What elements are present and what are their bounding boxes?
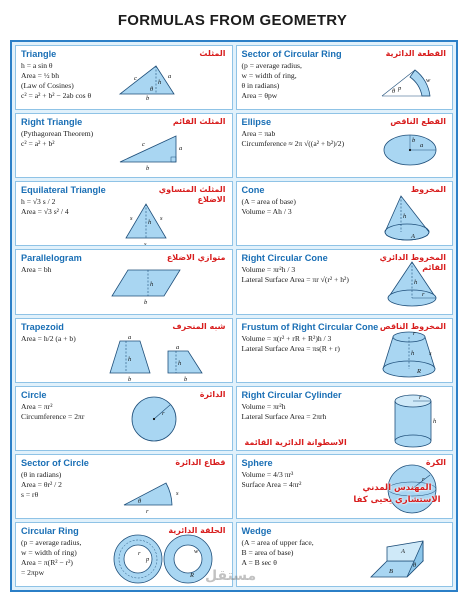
formula-title: Ellipse xyxy=(241,117,272,128)
figure-label: s xyxy=(428,349,432,357)
formula-arabic-title: الدائرة xyxy=(199,389,226,399)
formula-line: h = a sin θ xyxy=(21,61,53,70)
figure-label: h xyxy=(158,79,162,86)
formula-line: Volume = πr²h xyxy=(241,401,286,411)
formula-cell-equilateral-triangle xyxy=(15,181,233,246)
formula-cell-sector-of-circle xyxy=(15,454,233,519)
formula-line: Area = ½ bh xyxy=(21,71,60,80)
formula-figure xyxy=(116,473,206,513)
formula-cell-right-circular-cylinder xyxy=(236,386,454,451)
figure-label: b xyxy=(411,137,415,145)
formula-title: Right Circular Cone xyxy=(241,253,328,264)
formula-arabic-title: المثلث القائم xyxy=(172,117,226,127)
formula-figure xyxy=(116,132,206,172)
overlay-note-line-2: الاستشاري يحيى كفا xyxy=(353,495,441,505)
formula-title: Parallelogram xyxy=(21,253,82,264)
overlay-note xyxy=(343,482,451,506)
formula-title: Sector of Circular Ring xyxy=(241,49,342,59)
formula-figure xyxy=(116,60,206,100)
figure-label: a xyxy=(176,343,180,351)
formula-line: (Law of Cosines) xyxy=(21,81,74,90)
formula-cell-wedge xyxy=(236,522,454,587)
formula-arabic-title: المخروط الناقص xyxy=(379,321,446,331)
formula-title: Right Triangle xyxy=(21,117,83,128)
formula-line: s = rθ xyxy=(21,489,39,499)
figure-label: h xyxy=(413,279,417,287)
figure-label: b xyxy=(184,375,188,383)
formula-line: Area = √3 s² / 4 xyxy=(21,207,69,217)
formula-line: (θ in radians) xyxy=(21,469,62,479)
formula-line: θ in radians) xyxy=(241,81,280,90)
figure-label: h xyxy=(402,213,406,221)
formula-line: Circumference ≈ 2π √((a² + b²)/2) xyxy=(241,139,345,149)
formula-line: Volume = πr²h / 3 xyxy=(241,265,296,275)
formula-title: Triangle xyxy=(21,49,57,59)
figure-label: p xyxy=(397,85,401,92)
formula-line: Area = πab xyxy=(241,129,276,139)
formula-line: Volume = π(r² + rR + R²)h / 3 xyxy=(241,333,332,343)
formula-figure xyxy=(387,391,442,451)
page-title: FORMULAS FROM GEOMETRY xyxy=(117,12,348,29)
formula-line: Volume = 4/3 πr³ xyxy=(241,469,294,479)
figure-label: B xyxy=(388,567,393,575)
formula-line: (p = average radius, xyxy=(241,61,302,70)
formula-cell-circular-ring xyxy=(15,522,233,587)
figure-label: a xyxy=(179,145,183,153)
formula-lines xyxy=(21,402,227,422)
figure-label: h xyxy=(148,219,152,227)
formula-arabic-title: متوازي الاضلاع xyxy=(166,253,226,263)
formula-cell-right-triangle xyxy=(15,113,233,178)
figure-label: r xyxy=(421,291,425,299)
formula-figure xyxy=(116,196,206,247)
formula-arabic-title: المخروط الدائري القائم xyxy=(379,253,446,273)
formula-title: Sector of Circle xyxy=(21,457,89,468)
formula-figure xyxy=(382,258,442,310)
formula-line: Surface Area = 4πr² xyxy=(241,479,302,489)
figure-label: A xyxy=(400,547,405,555)
formula-line: (Pythagorean Theorem) xyxy=(21,129,94,139)
figure-label: R xyxy=(416,367,421,375)
formula-line: (p = average radius, xyxy=(21,537,82,547)
figure-label: s xyxy=(160,215,163,223)
figure-label: s xyxy=(144,241,147,247)
figure-label: a xyxy=(168,73,172,80)
watermark: مستقل xyxy=(205,568,257,584)
formula-arabic-title: قطاع الدائرة xyxy=(175,457,226,467)
formula-line: c² = a² + b² − 2ab cos θ xyxy=(21,91,92,100)
formula-line: Volume = Ah / 3 xyxy=(241,207,292,217)
figure-label: s xyxy=(176,489,179,497)
figure-label: r xyxy=(412,329,416,337)
formula-cell-frustum-of-right-circular-cone xyxy=(236,318,454,383)
figure-label: h xyxy=(432,417,436,425)
formula-line: w = width of ring, xyxy=(241,71,297,80)
formula-cell-triangle xyxy=(15,45,233,110)
formula-line: Area = θr² / 2 xyxy=(21,479,62,489)
formula-figure xyxy=(362,60,437,105)
formula-figure xyxy=(377,192,437,242)
formula-arabic-title: القطع الناقص xyxy=(390,117,446,127)
formula-title: Frustum of Right Circular Cone xyxy=(241,321,379,332)
formula-line: w = width of ring) xyxy=(21,547,77,557)
formula-line: Lateral Surface Area = πr √(r² + h²) xyxy=(241,275,349,285)
formula-line: h = √3 s / 2 xyxy=(21,197,56,207)
formula-arabic-title: الكرة xyxy=(425,457,446,467)
formula-title: Cone xyxy=(241,185,265,196)
cylinder-arabic-title: الاسطوانة الدائرية القائمة xyxy=(244,437,347,447)
formula-cell-ellipse xyxy=(236,113,454,178)
formula-figure xyxy=(382,128,442,173)
formula-figure xyxy=(126,393,186,449)
formula-figure xyxy=(367,537,447,587)
formula-line: Lateral Surface Area = πs(R + r) xyxy=(241,343,340,353)
figure-label: h xyxy=(410,349,414,357)
formula-figure xyxy=(106,331,216,383)
formula-line: Area = θpw xyxy=(241,91,278,100)
formula-figure xyxy=(108,531,218,587)
figure-label: θ xyxy=(150,86,154,93)
figure-label: b xyxy=(144,299,148,307)
figure-label: r xyxy=(138,549,141,557)
figure-label: r xyxy=(421,475,425,483)
formula-line: Area = h/2 (a + b) xyxy=(21,333,76,343)
formula-arabic-title: المخروط xyxy=(410,185,446,195)
formula-line: = 2πpw xyxy=(21,567,45,577)
formula-title: Trapezoid xyxy=(21,321,64,332)
formula-cell-circle xyxy=(15,386,233,451)
formula-arabic-title: المثلث المتساوي الاضلاع xyxy=(158,185,226,205)
figure-label: r xyxy=(146,507,149,515)
formula-cell-sector-of-circular-ring xyxy=(236,45,454,110)
formula-cell-cone xyxy=(236,181,454,246)
figure-label: w xyxy=(425,77,430,84)
formula-cell-trapezoid xyxy=(15,318,233,383)
formula-line: c² = a² + b² xyxy=(21,139,55,149)
formula-cell-parallelogram xyxy=(15,249,233,314)
figure-label: R xyxy=(190,571,194,579)
formula-title: Wedge xyxy=(241,525,272,536)
figure-label: θ xyxy=(138,497,142,505)
formula-title: Right Circular Cylinder xyxy=(241,389,342,400)
formula-title: Equilateral Triangle xyxy=(21,185,106,196)
figure-label: b xyxy=(146,95,150,102)
formula-title: Circle xyxy=(21,389,47,400)
figure-label: h xyxy=(150,281,154,289)
figure-label: r xyxy=(418,393,422,401)
figure-label: h xyxy=(128,355,132,363)
formula-arabic-title: الحلقة الدائرية xyxy=(168,525,226,535)
figure-label: p xyxy=(146,555,150,563)
formula-line: Area = bh xyxy=(21,265,52,275)
formula-title: Sphere xyxy=(241,457,273,468)
formula-line: A = B sec θ xyxy=(241,557,277,567)
figure-label: r xyxy=(162,409,165,417)
formula-line: B = area of base) xyxy=(241,547,294,557)
formula-line: Circumference = 2πr xyxy=(21,411,85,421)
figure-label: h xyxy=(178,359,182,367)
figure-label: c xyxy=(142,141,145,149)
formula-cell-right-circular-cone xyxy=(236,249,454,314)
formula-arabic-title: المثلث xyxy=(199,49,226,58)
figure-label: a xyxy=(128,333,132,341)
formula-line: Area = πr² xyxy=(21,401,53,411)
figure-label: θ xyxy=(391,88,395,95)
formula-figure xyxy=(377,325,442,381)
overlay-note-line-1: المهندس المدني xyxy=(362,483,432,493)
formula-figure xyxy=(108,264,208,307)
figure-label: w xyxy=(194,547,199,555)
formula-arabic-title: القطعة الدائرية xyxy=(385,49,446,58)
formula-sheet xyxy=(10,40,458,592)
figure-label: θ xyxy=(412,561,416,569)
formula-line: (A = area of upper face, xyxy=(241,537,314,547)
formula-title: Circular Ring xyxy=(21,525,79,536)
figure-label: s xyxy=(130,215,133,223)
figure-label: b xyxy=(128,375,132,383)
figure-label: A xyxy=(410,233,415,241)
figure-label: b xyxy=(146,165,150,173)
figure-label: c xyxy=(134,75,137,82)
page-header xyxy=(0,0,465,40)
formula-line: Lateral Surface Area = 2πrh xyxy=(241,411,327,421)
formula-line: Area = π(R² − r²) xyxy=(21,557,73,567)
figure-label: a xyxy=(419,142,423,150)
formula-arabic-title: شبه المنحرف xyxy=(172,321,226,331)
formula-line: (A = area of base) xyxy=(241,197,296,207)
